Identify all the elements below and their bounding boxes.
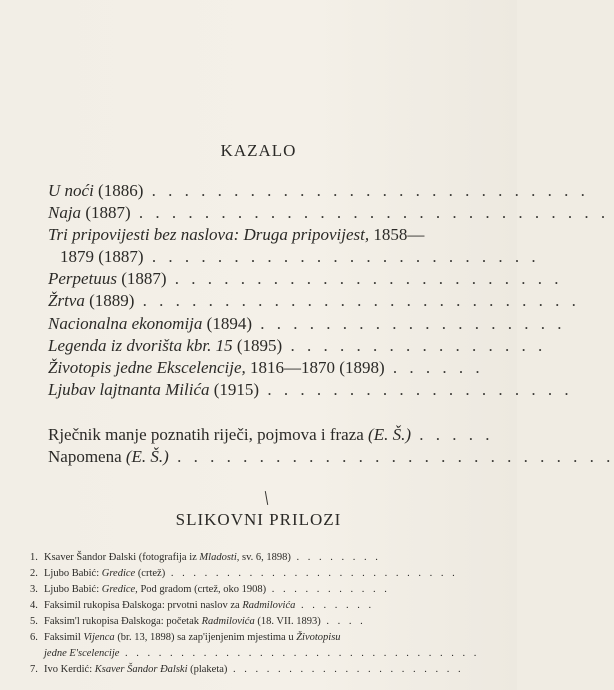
toc-leader-dots: . . . . . . . . . . . . . . . . . . . . . . . . xyxy=(166,269,563,288)
toc-entry xyxy=(48,224,517,246)
item-number: 1. xyxy=(30,552,38,563)
item-number: 5. xyxy=(30,616,38,627)
toc-entry xyxy=(48,335,547,357)
item-text: Ksaver Šandor Đalski (fotografija iz xyxy=(44,552,200,563)
item-italic: Vijenca xyxy=(83,632,115,643)
item-italic: Ksaver Šandor Đalski xyxy=(94,664,188,675)
toc-leader-dots: . . . . . . . . . . . . . . . . . . . . . . . . . . . xyxy=(143,181,589,200)
item-text: Pod gradom (crtež, oko 1908) xyxy=(137,584,267,595)
pencil-mark xyxy=(265,491,268,505)
item-italic: Mladosti, xyxy=(199,552,240,563)
toc-leader-dots: . . . . . . . . . . . . . . . . . . . . . . . . . . . xyxy=(134,291,580,310)
item-text: Ivo Kerdić: xyxy=(44,664,95,675)
list-item xyxy=(30,662,517,678)
item-italic: Gredice xyxy=(101,568,136,579)
toc-leader-dots: . . . . . . . . . . . . . . . . xyxy=(282,336,547,355)
item-number: 4. xyxy=(30,600,38,611)
toc-leader-dots: . . . . . . . . . . . . . . . . . . . . . . . . xyxy=(143,247,540,266)
item-leader-dots: . . . . . . . . . . . xyxy=(266,584,390,595)
section-heading: SLIKOVNI PRILOZI xyxy=(175,510,342,529)
toc-leader-dots: . . . . . . . . . . . . . . . . . . . . . . . . . . . . . xyxy=(130,203,610,222)
item-italic: Životopisu xyxy=(296,632,341,643)
toc-leader-dots: . . . . . xyxy=(411,425,494,444)
toc-entry-year: 1858— xyxy=(369,225,425,244)
toc-entry-editor: (E. Š.) xyxy=(368,425,412,444)
toc-entry-title: Životopis jedne Ekscelencije, xyxy=(48,358,246,377)
toc-entry-title: U noći xyxy=(48,181,94,200)
toc-leader-dots: . . . . . . xyxy=(384,358,484,377)
toc-entry-title: Tri pripovijesti bez naslova: Druga pripovijest, xyxy=(48,225,370,244)
item-text: (crtež) xyxy=(135,568,166,579)
item-number: 2. xyxy=(30,568,38,579)
item-italic: Radmilovića xyxy=(201,616,255,627)
item-number: 7. xyxy=(30,664,38,675)
toc-entry xyxy=(48,313,566,335)
list-item xyxy=(30,598,517,614)
toc-entry xyxy=(48,180,589,202)
toc-entry-title: Žrtva xyxy=(48,291,85,310)
item-text: Faksim'l rukopisa Đalskoga: početak xyxy=(44,616,202,627)
item-italic: Radmilovića xyxy=(242,600,296,611)
toc-entry xyxy=(48,446,614,468)
item-leader-dots: . . . . . . . . . . . . . . . . . . . . . . . . . . . . . . . . xyxy=(119,648,480,659)
item-text: Ljubo Babić: xyxy=(44,584,102,595)
item-text: (br. 13, 1898) sa zap'ijenjenim mjestima u xyxy=(114,632,297,643)
item-text: (18. VII. 1893) xyxy=(254,616,321,627)
toc-entry xyxy=(48,379,573,401)
toc-entry-year: 1816—1870 (1898) xyxy=(245,358,385,377)
toc-entry-year: (1895) xyxy=(232,336,283,355)
list-item xyxy=(30,550,517,566)
toc-entry-title: Legenda iz dvorišta kbr. 15 xyxy=(48,336,233,355)
list-item xyxy=(30,582,517,598)
item-number: 3. xyxy=(30,584,38,595)
item-text: (plaketa) xyxy=(187,664,228,675)
item-text: Faksimil xyxy=(44,632,84,643)
toc-entry-title: Naja xyxy=(48,203,82,222)
toc-entry-year: (1894) xyxy=(202,314,252,333)
toc-entry-year: (1889) xyxy=(84,291,135,310)
toc-entry-year: (1887) xyxy=(116,269,167,288)
plates-list xyxy=(30,550,517,678)
toc-entry-continuation xyxy=(60,246,540,268)
toc-entry-title: Napomena xyxy=(48,447,126,466)
item-leader-dots: . . . . . . . . . . . . . . . . . . . . . xyxy=(227,664,464,675)
toc-entry xyxy=(48,357,517,379)
toc-entry xyxy=(48,424,517,446)
toc-leader-dots: . . . . . . . . . . . . . . . . . . . xyxy=(251,314,566,333)
item-leader-dots: . . . . . . . xyxy=(295,600,375,611)
list-item xyxy=(30,630,517,646)
list-item-continuation xyxy=(30,646,517,662)
toc-entry-year: (1915) xyxy=(209,380,260,399)
toc-leader-dots: . . . . . . . . . . . . . . . . . . . . . . . . . . . xyxy=(168,447,614,466)
item-leader-dots: . . . . . . . . . . . . . . . . . . . . . . . . . . xyxy=(165,568,458,579)
item-number: 6. xyxy=(30,632,38,643)
list-item xyxy=(30,614,517,630)
toc-entry xyxy=(48,268,563,290)
list-item xyxy=(30,566,517,582)
toc-entry-title: Nacionalna ekonomija xyxy=(48,314,203,333)
toc-entry-year: (1887) xyxy=(81,203,131,222)
toc-entry-title: Perpetuus xyxy=(48,269,117,288)
toc-entry-title: Ljubav lajtnanta Milića xyxy=(48,380,210,399)
toc-entry-year: 1879 (1887) xyxy=(60,247,144,266)
item-leader-dots: . . . . xyxy=(320,616,366,627)
item-text: sv. 6, 1898) xyxy=(239,552,291,563)
page-heading: KAZALO xyxy=(220,141,297,160)
item-italic: jedne E'scelencije xyxy=(44,648,120,659)
toc-entry xyxy=(48,202,610,224)
toc-leader-dots: . . . . . . . . . . . . . . . . . . . xyxy=(259,380,573,399)
toc-entry-editor: (E. Š.) xyxy=(125,447,169,466)
toc-entry-year: (1886) xyxy=(93,181,144,200)
item-text: Faksimil rukopisa Đalskoga: prvotni naslov za xyxy=(44,600,243,611)
toc-entry xyxy=(48,290,580,312)
item-leader-dots: . . . . . . . . xyxy=(290,552,381,563)
item-text: Ljubo Babić: xyxy=(44,568,102,579)
toc-entry-title: Rječnik manje poznatih riječi, pojmova i fraza xyxy=(48,425,369,444)
item-italic: Gredice, xyxy=(101,584,138,595)
